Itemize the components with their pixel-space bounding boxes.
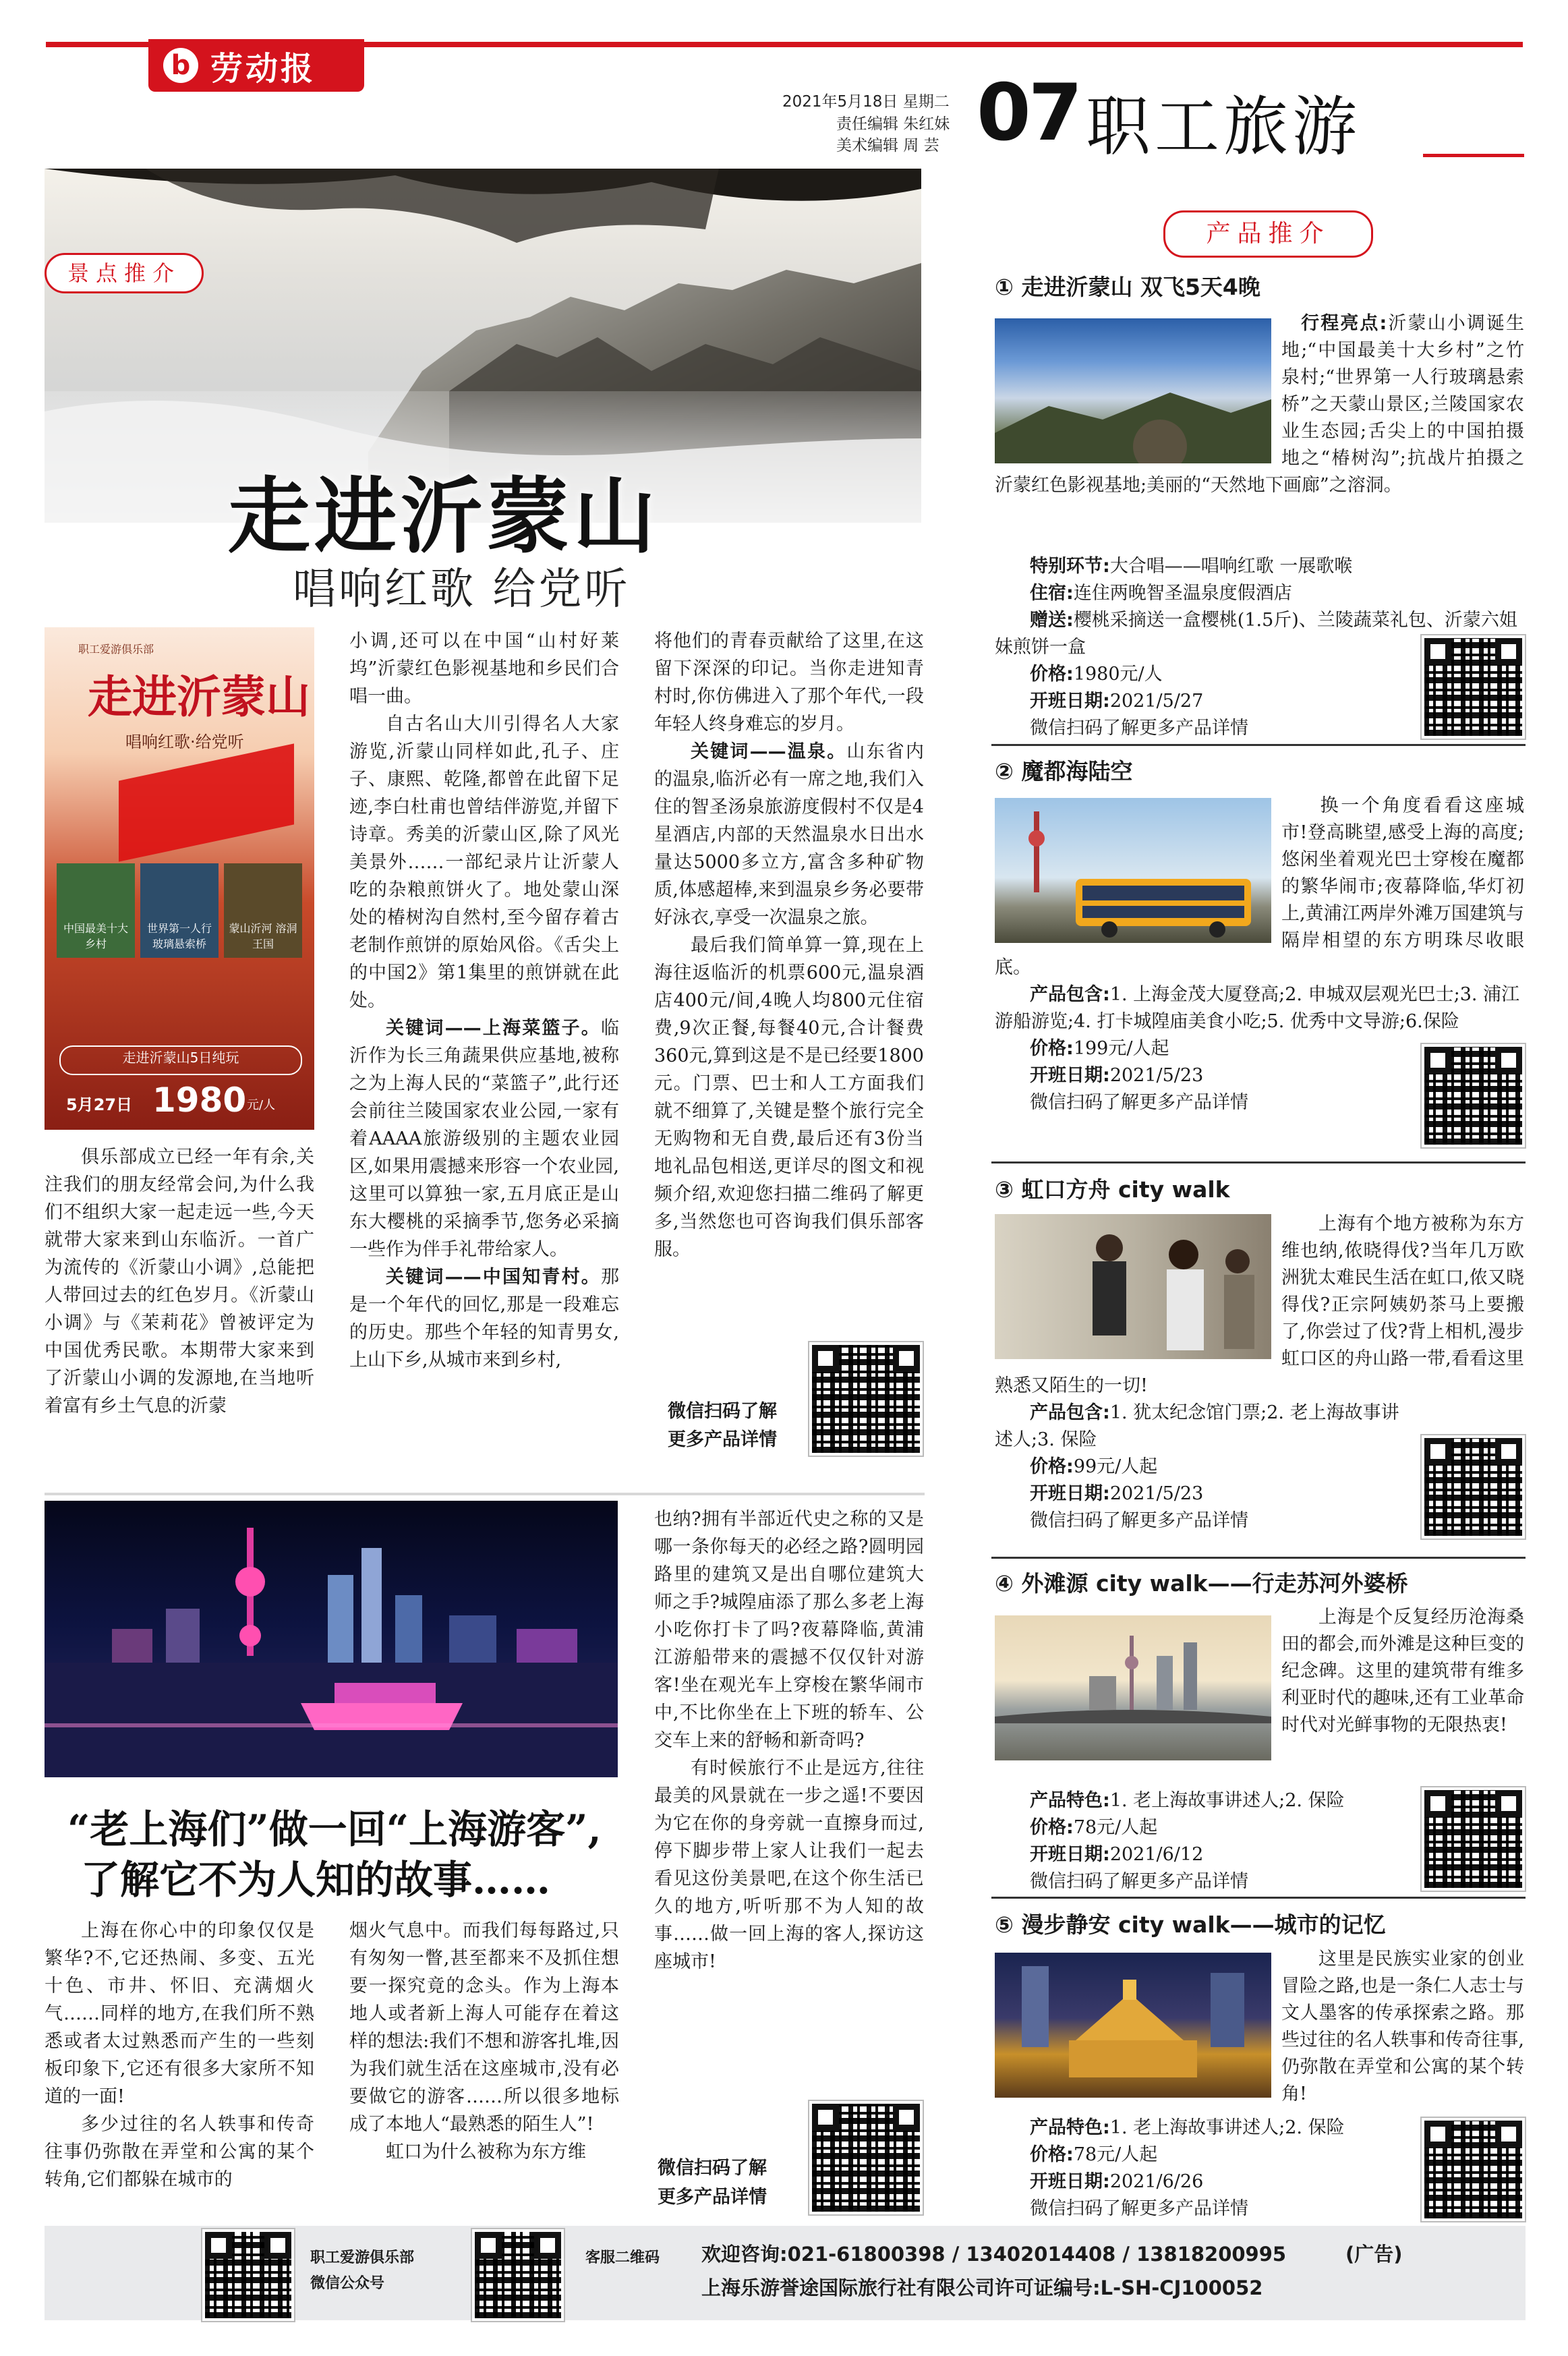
product2-extra-1-text: 1. 上海金茂大厦登高;2. 申城双层观光巴士;3. 浦江游船游览;4. 打卡城隍庙美食小吃;5. 优秀中文导游;6.保险 [995, 984, 1520, 1032]
product-divider-2 [991, 1161, 1526, 1163]
product1-extra-1 [995, 553, 1524, 580]
product2-qr-code[interactable] [1422, 1044, 1525, 1147]
feature1-col1-p1: 俱乐部成立已经一年有余,关注我们的朋友经常会问,为什么我们不组织大家一起走远一些,今天就带大家来到山东临沂。一首广为流传的《沂蒙山小调》,总能把人带回过去的红色岁月。《沂蒙山小调》与《茉莉花》曾被评定为中国优秀民歌。本期带大家来到了沂蒙山小调的发源地,在当地听着富有乡土气息的沂蒙 [45, 1147, 314, 1416]
feature1-qr-code[interactable] [809, 1342, 923, 1456]
keyword-hotspring-text: 山东省内的温泉,临沂必有一席之地,我们入住的智圣汤泉旅游度假村不仅是4星酒店,内部的天然温泉水日出水量达5000多立方,富含多种矿物质,体感超棒,来到温泉乡务必要带好泳衣,享受一次温泉之旅。 [654, 741, 925, 928]
poster-org: 职工爱游俱乐部 [78, 643, 154, 656]
masthead-logo [148, 39, 364, 92]
product5-title-text: 漫步静安 city walk——城市的记忆 [1021, 1912, 1386, 1938]
product4-cta[interactable]: 微信扫码了解更多产品详情 [1030, 1871, 1248, 1892]
product3-date-value: 2021/5/23 [1109, 1483, 1204, 1504]
skyline-illustration [45, 1501, 618, 1777]
footer-qr1-label1: 职工爱游俱乐部 [310, 2249, 415, 2266]
product-divider-1 [991, 744, 1526, 746]
product1-title-text: 走进沂蒙山 双飞5天4晚 [1021, 274, 1260, 300]
feature1-col2-p4 [349, 1263, 619, 1374]
product1-extra-1-text: 大合唱——唱响红歌 一展歌喉 [1109, 556, 1353, 577]
product4-photo-float [995, 1604, 1281, 1773]
product2-extra-1 [995, 981, 1524, 1035]
header-editor2: 美术编辑 周 芸 [836, 137, 939, 154]
feature2-col3-p1: 也纳?拥有半部近代史之称的又是哪一条你每天的必经之路?圆明园路里的建筑又是出自哪位建筑大师之手?城隍庙添了那么多老上海小吃你打卡了吗?夜幕降临,黄浦江游船带来的震撼不仅仅针对游客!坐在观光车上穿梭在繁华闹市中,不比你坐在上下班的轿车、公交车上来的舒畅和新奇吗? [654, 1509, 924, 1751]
header-date: 2021年5月18日 星期二 [782, 93, 950, 111]
products-heading: 产品推介 [1163, 210, 1373, 258]
footer-qr2-label: 客服二维码 [585, 2249, 660, 2266]
product5-title [995, 1907, 1386, 1939]
product5-body [995, 1946, 1524, 2108]
tag-scenic: 景点推介 [45, 253, 204, 293]
product5-date-label: 开班日期: [1030, 2171, 1110, 2192]
product5-qr-code[interactable] [1422, 2118, 1525, 2221]
product1-body [995, 310, 1524, 499]
keyword-zhiqing-text: 那是一个年代的回忆,那是一段难忘的历史。那些个年轻的知青男女,上山下乡,从城市来到乡村, [349, 1267, 619, 1371]
product4-body-text: 上海是个反复经历沧海桑田的都会,而外滩是这种巨变的纪念碑。这里的建筑带有维多利亚时代的趣味,还有工业革命时代对光鲜事物的无限热衷! [1281, 1607, 1524, 1735]
header-editor1: 责任编辑 朱红妹 [836, 115, 950, 133]
product1-qr-code[interactable] [1422, 635, 1525, 739]
product3-date-label: 开班日期: [1030, 1483, 1110, 1504]
product4-price-value: 78元/人起 [1073, 1817, 1158, 1838]
product1-title [995, 270, 1260, 301]
feature1-col3-p2 [654, 738, 924, 931]
product1-extra-3-text: 樱桃采摘送一盒樱桃(1.5斤)、兰陵蔬菜礼包、沂蒙六姐妹煎饼一盒 [995, 610, 1517, 658]
product2-title [995, 754, 1132, 786]
feature2-col3 [654, 1505, 924, 1976]
product4-title [995, 1566, 1408, 1598]
feature1-title: 走进沂蒙山 [228, 467, 660, 565]
product-divider-3 [991, 1557, 1526, 1559]
product5-price-value: 78元/人起 [1073, 2144, 1158, 2165]
feature2-col2-p1: 烟火气息中。而我们每每路过,只有匆匆一瞥,甚至都来不及抓住想要一探究竟的念头。作为上海本地人或者新上海人可能存在着这样的想法:我们不想和游客扎堆,因为我们就生活在这座城市,没有必要做它的游客……所以很多地标成了本地人“最熟悉的陌生人”! [349, 1920, 619, 2135]
product1-photo-float [995, 310, 1281, 465]
yimeng-poster [45, 627, 314, 1130]
poster-tile-3: 蒙山沂河 溶洞王国 [224, 863, 302, 958]
product3-body-text: 上海有个地方被称为东方维也纳,侬晓得伐?当年几万欧洲犹太难民生活在虹口,侬又晓得伐?正宗阿姨奶茶马上要搬了,你尝过了伐?背上相机,漫步虹口区的舟山路一带,看看这里熟悉又陌生的一切! [995, 1213, 1524, 1396]
footer-license: 上海乐游誉途国际旅行社有限公司许可证编号:L-SH-CJ100052 [701, 2276, 1263, 2299]
masthead-name: 劳动报 [210, 49, 316, 88]
keyword-hotspring: 关键词——温泉。 [691, 741, 847, 762]
feature1-col1 [45, 1143, 314, 1420]
feature2-title-line1: “老上海们”做一回“上海游客”, [67, 1806, 602, 1852]
product4-title-text: 外滩源 city walk——行走苏河外婆桥 [1021, 1570, 1408, 1597]
feature1-col2 [349, 627, 619, 1374]
product1-price-value: 1980元/人 [1073, 664, 1163, 685]
product4-extra-1-text: 1. 老上海故事讲述人;2. 保险 [1109, 1790, 1345, 1811]
feature1-col3-p3: 最后我们简单算一算,现在上海往返临沂的机票600元,温泉酒店400元/间,4晚人均800元住宿费,9次正餐,每餐40元,合计餐费360元,算到这是不是已经要1800元。门票、巴士和人工方面我们就不细算了,关键是整个旅行完全无购物和无自费,最后还有3份当地礼品包相送,更详尽的图文和视频介绍,欢迎您扫描二维码了解更多,当然您也可咨询我们俱乐部客服。 [654, 935, 924, 1260]
product1-body-label: 行程亮点: [1300, 313, 1387, 334]
poster-tiles [57, 863, 302, 958]
feature1-subtitle: 唱响红歌 给党听 [293, 565, 631, 614]
poster-price: 1980 [152, 1081, 247, 1120]
feature1-col3 [654, 627, 924, 1263]
product3-price-label: 价格: [1030, 1456, 1074, 1477]
feature1-col3-p1: 将他们的青春贡献给了这里,在这留下深深的印记。当你走进知青村时,你仿佛进入了那个年代,一段年轻人终身难忘的岁月。 [654, 631, 924, 735]
keyword-zhiqing: 关键词——中国知青村。 [386, 1267, 601, 1288]
product3-price-value: 99元/人起 [1073, 1456, 1158, 1477]
feature1-col2-p3 [349, 1014, 619, 1263]
keyword-vegetable: 关键词——上海菜篮子。 [386, 1018, 601, 1039]
product2-date-value: 2021/5/23 [1109, 1065, 1204, 1086]
product1-body-text: 沂蒙山小调诞生地;“中国最美十大乡村”之竹泉村;“世界第一人行玻璃悬索桥”之天蒙山景区;兰陵国家农业生态园;舌尖上的中国拍摄地之“椿树沟”;抗战片拍摄之沂蒙红色影视基地;美丽的“天然地下画廊”之溶洞。 [995, 313, 1524, 496]
keyword-vegetable-text: 临沂作为长三角蔬果供应基地,被称之为上海人民的“菜篮子”,此行还会前往兰陵国家农业公园,一家有着AAAA旅游级别的主题农业园区,如果用震撼来形容一个农业园,这里可以算独一家,五月底正是山东大樱桃的采摘季节,您务必采摘一些作为伴手礼带给家人。 [349, 1018, 619, 1260]
feature2-col2 [349, 1917, 619, 2166]
footer-qr1-label2: 微信公众号 [310, 2275, 385, 2292]
product3-photo-float [995, 1211, 1281, 1366]
product-divider-4 [991, 1897, 1526, 1899]
footer-ad: (广告) [1345, 2243, 1403, 2266]
feature1-col2-p1: 小调,还可以在中国“山村好莱坞”沂蒙红色影视基地和乡民们合唱一曲。 [349, 631, 619, 707]
poster-tile-1: 中国最美十大乡村 [57, 863, 135, 958]
poster-tile-2: 世界第一人行玻璃悬索桥 [140, 863, 219, 958]
product5-price-label: 价格: [1030, 2144, 1074, 2165]
product4-date-value: 2021/6/12 [1109, 1844, 1204, 1865]
product1-extra-2-label: 住宿: [1030, 583, 1074, 604]
product5-num: ⑤ [995, 1912, 1014, 1938]
product2-photo-float [995, 793, 1281, 948]
page-number: 07 [977, 67, 1080, 159]
feature2-col1-p1: 上海在你心中的印象仅仅是繁华?不,它还热闹、多变、五光十色、市井、怀旧、充满烟火气……同样的地方,在我们所不熟悉或者太过熟悉而产生的一些刻板印象下,它还有很多大家所不知道的一面! [45, 1920, 314, 2107]
product4-date-label: 开班日期: [1030, 1844, 1110, 1865]
product1-price-label: 价格: [1030, 664, 1074, 685]
feature-divider [45, 1493, 925, 1495]
footer-contact: 欢迎咨询:021-61800398 / 13402014408 / 13818200995 [701, 2243, 1287, 2266]
product3-title-text: 虹口方舟 city walk [1021, 1176, 1230, 1203]
poster-unit: 元/人 [247, 1098, 276, 1112]
product3-num: ③ [995, 1176, 1014, 1203]
product2-cta[interactable]: 微信扫码了解更多产品详情 [1030, 1092, 1248, 1113]
product3-qr-code[interactable] [1422, 1435, 1525, 1539]
product5-cta[interactable]: 微信扫码了解更多产品详情 [1030, 2198, 1248, 2219]
feature1-qr-caption2: 更多产品详情 [668, 1429, 777, 1450]
product2-num: ② [995, 758, 1014, 784]
footer-qr-wechat[interactable] [202, 2229, 294, 2321]
header-rule [1423, 154, 1524, 157]
product3-title [995, 1172, 1230, 1204]
product1-extra-2-text: 连住两晚智圣温泉度假酒店 [1073, 583, 1292, 604]
product2-price-label: 价格: [1030, 1038, 1074, 1059]
product2-extra-1-label: 产品包含: [1030, 984, 1110, 1005]
feature2-qr-caption1: 微信扫码了解 [658, 2158, 767, 2179]
footer-qr-service[interactable] [472, 2229, 564, 2321]
product1-cta[interactable]: 微信扫码了解更多产品详情 [1030, 718, 1248, 739]
shanghai-night-photo [45, 1501, 618, 1777]
product4-price-label: 价格: [1030, 1817, 1074, 1838]
poster-title: 走进沂蒙山 [88, 670, 310, 723]
feature2-col1 [45, 1917, 314, 2193]
product4-num: ④ [995, 1570, 1014, 1597]
feature2-qr-caption2: 更多产品详情 [658, 2187, 767, 2208]
product5-photo-float [995, 1946, 1281, 2108]
product3-body [995, 1211, 1524, 1400]
product2-body [995, 793, 1524, 981]
product3-extra-1-text: 1. 犹太纪念馆门票;2. 老上海故事讲述人;3. 保险 [995, 1402, 1399, 1450]
section-title: 职工旅游 [1086, 89, 1361, 165]
product3-cta[interactable]: 微信扫码了解更多产品详情 [1030, 1510, 1248, 1531]
poster-date: 5月27日 [66, 1095, 133, 1114]
feature1-col2-p2: 自古名山大川引得名人大家游览,沂蒙山同样如此,孔子、庄子、康熙、乾隆,都曾在此留下足迹,李白杜甫也曾结伴游览,并留下诗章。秀美的沂蒙山区,除了风光美景外……一部纪录片让沂蒙人吃的杂粮煎饼火了。地处蒙山深处的椿树沟自然村,至今留存着古老制作煎饼的原始风俗。《舌尖上的中国2》第1集里的煎饼就在此处。 [349, 714, 619, 1011]
poster-flag [119, 743, 294, 861]
product5-body-text: 这里是民族实业家的创业冒险之路,也是一条仁人志士与文人墨客的传承探索之路。那些过往的名人轶事和传奇往事,仍弥散在弄堂和公寓的某个转角! [1281, 1949, 1524, 2104]
feature2-col2-p2: 虹口为什么被称为东方维 [386, 2142, 586, 2162]
product2-body-text: 换一个角度看看这座城市!登高眺望,感受上海的高度;悠闲坐着观光巴士穿梭在魔都的繁华闹市;夜幕降临,华灯初上,黄浦江两岸外滩万国建筑与隔岸相望的东方明珠尽收眼底。 [995, 795, 1524, 978]
product2-price-value: 199元/人起 [1073, 1038, 1169, 1059]
product4-qr-code[interactable] [1422, 1787, 1525, 1891]
logo-icon: b [163, 48, 198, 83]
feature2-title-line2: 了解它不为人知的故事…… [81, 1857, 551, 1903]
feature2-col3-p2: 有时候旅行不止是远方,往往最美的风景就在一步之遥!不要因为它在你的身旁就一直擦身而过,停下脚步带上家人让我们一起去看见这份美景吧,在这个你生活已久的地方,听听那不为人知的故事……做一回上海的客人,探访这座城市! [654, 1758, 924, 1972]
product5-extra-1-label: 产品特色: [1030, 2117, 1110, 2138]
product1-extra-2 [995, 580, 1524, 607]
poster-bar: 走进沂蒙山5日纯玩 [59, 1045, 302, 1075]
product5-date-value: 2021/6/26 [1109, 2171, 1204, 2192]
poster-slogan: 唱响红歌·给党听 [125, 732, 244, 751]
product3-extra-1-label: 产品包含: [1030, 1402, 1110, 1423]
feature2-qr-code[interactable] [809, 2101, 923, 2214]
feature2-col1-p2: 多少过往的名人轶事和传奇往事仍弥散在弄堂和公寓的某个转角,它们都躲在城市的 [45, 2114, 314, 2190]
feature1-qr-caption1: 微信扫码了解 [668, 1401, 777, 1422]
product1-date-label: 开班日期: [1030, 691, 1110, 712]
product5-extra-1-text: 1. 老上海故事讲述人;2. 保险 [1109, 2117, 1345, 2138]
product2-date-label: 开班日期: [1030, 1065, 1110, 1086]
product1-date-value: 2021/5/27 [1109, 691, 1204, 712]
product1-extra-3-label: 赠送: [1030, 610, 1074, 631]
product1-num: ① [995, 274, 1014, 300]
product4-extra-1-label: 产品特色: [1030, 1790, 1110, 1811]
product1-extra-1-label: 特别环节: [1030, 556, 1110, 577]
product2-title-text: 魔都海陆空 [1021, 758, 1133, 784]
product4-body [995, 1604, 1524, 1773]
